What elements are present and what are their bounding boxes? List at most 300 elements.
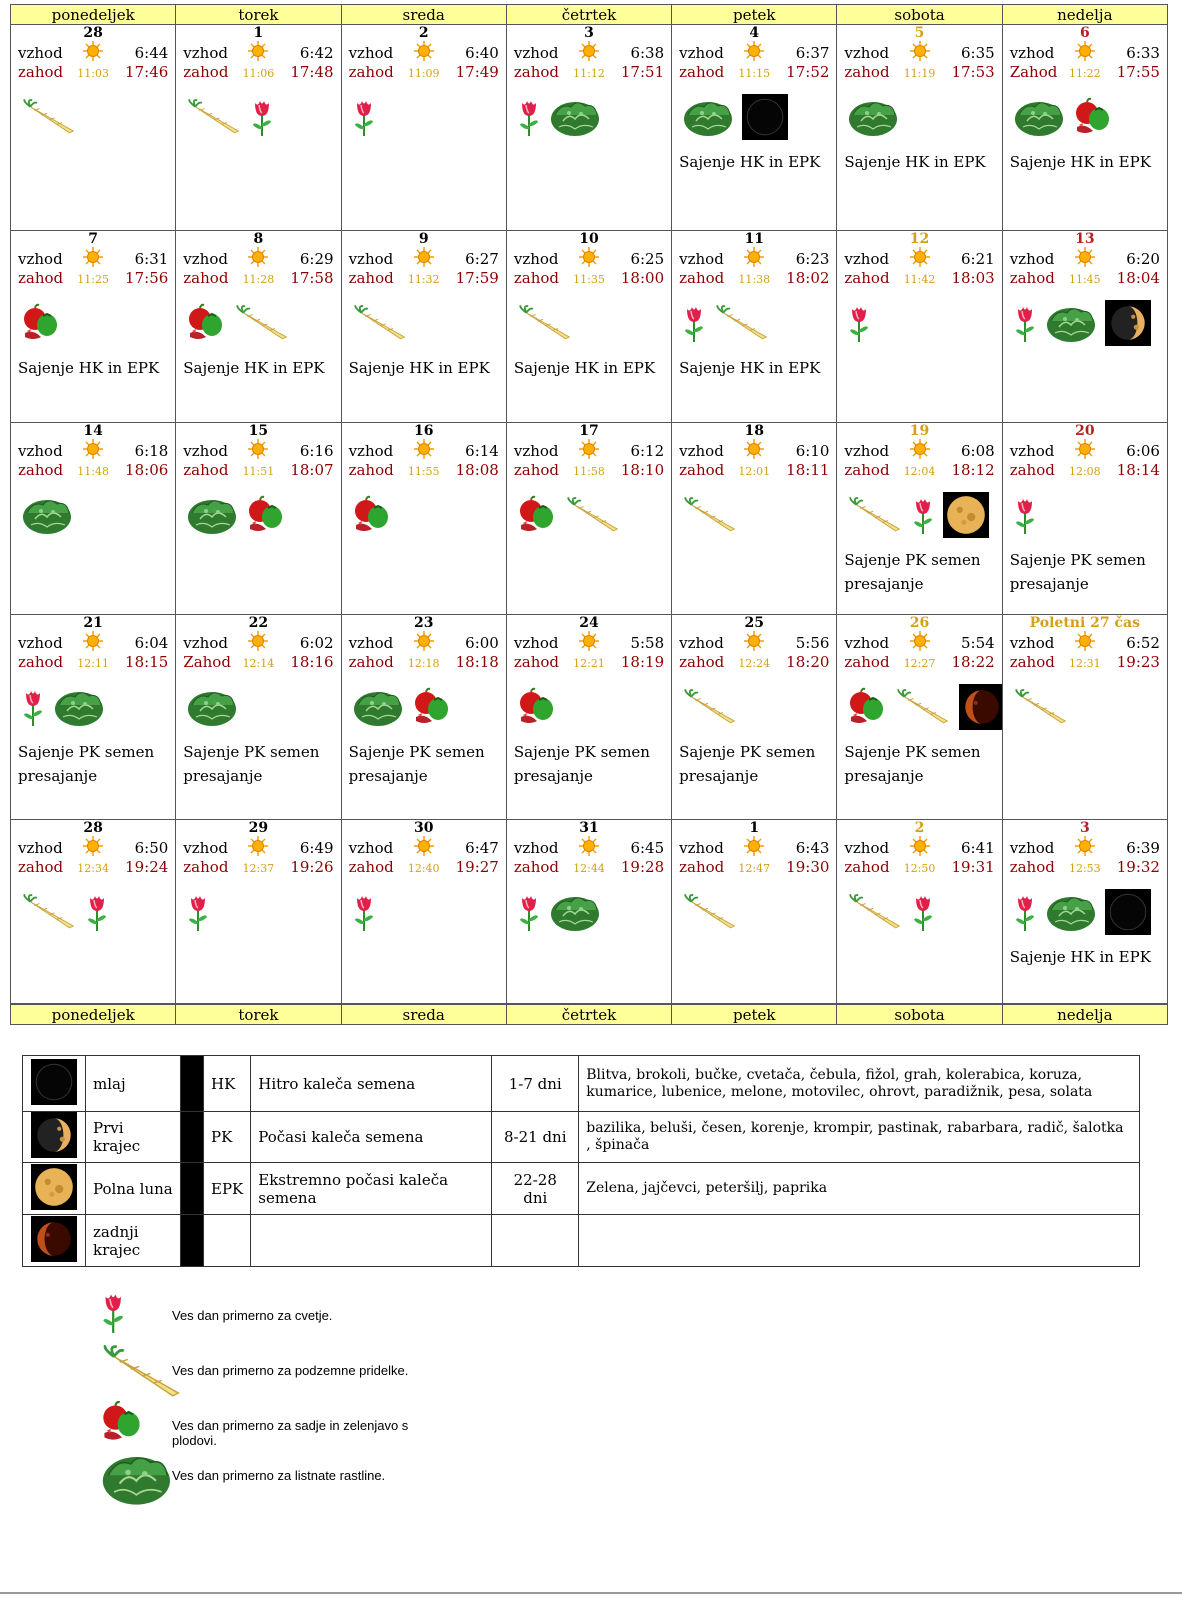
sunset-label: zahod [679,269,725,287]
sunset-label: zahod [679,653,725,671]
header-day: četrtek [506,5,671,24]
lettuce-icon [21,495,73,539]
noon-time: 11:28 [242,273,275,286]
sunset-row [342,268,506,288]
icons [837,288,1001,356]
new-moon-icon [742,94,788,144]
sunrise-label: vzhod [513,44,559,62]
sunset-row [342,460,506,480]
flower-icon [517,892,541,936]
noon-time: 11:25 [77,273,109,286]
icons [342,480,506,548]
planting-note: presajanje [348,767,428,785]
day-number: 24 [579,615,599,631]
icons [837,480,1001,548]
code: EPK [204,1163,251,1215]
header-day: sreda [341,1005,506,1024]
divider [181,1112,204,1163]
sunrise-row [11,42,175,62]
header-day: petek [671,1005,836,1024]
legend-row [23,1163,1140,1215]
day-cell[interactable] [506,820,671,1003]
sunrise-time: 6:52 [1126,634,1160,652]
flower-icon [85,892,109,936]
noon-time: 12:08 [1068,465,1101,478]
sunrise-label: vzhod [18,44,63,62]
day-cell[interactable] [341,615,506,819]
sunrise-time: 6:20 [1126,250,1160,268]
day-number: 8 [253,231,264,247]
sunset-time: 19:32 [1116,858,1160,876]
legend-row [23,1215,1140,1267]
header-bottom [10,1004,1168,1025]
day-number: 13 [1075,231,1095,247]
sunset-time: 18:16 [290,653,334,671]
sunrise-label: vzhod [844,442,890,460]
noon-time: 11:15 [738,67,771,80]
sunrise-label: vzhod [844,634,890,652]
day-cell[interactable] [341,25,506,230]
fruit-icon [412,687,452,731]
lettuce-icon [1045,892,1097,936]
day-number: 21 [83,615,103,631]
germination-days: 8-21 dni [492,1112,579,1163]
sunset-row [11,268,175,288]
carrot-icon [682,894,738,934]
first-quarter-icon [1105,300,1151,350]
day-cell[interactable] [11,423,175,614]
planting-note: presajanje [679,767,759,785]
footnote-text: Ves dan primerno za podzemne pridelke. [172,1363,409,1378]
footnote-item [100,1400,500,1447]
sunrise-row [837,632,1001,652]
sunrise-row [507,248,671,268]
icons [176,672,340,740]
flower-icon [1013,892,1037,936]
sunset-row [1003,268,1167,288]
sunrise-row [342,440,506,460]
header-day: nedelja [1002,5,1167,24]
icons [1003,877,1167,945]
noon-time: 12:21 [573,657,605,670]
lettuce-icon [1013,97,1065,141]
sunset-time: 17:52 [786,63,830,81]
lettuce-icon [549,97,601,141]
header-day: ponedeljek [51,6,135,24]
description: Ekstremno počasi kaleča semena [251,1163,492,1215]
day-number: 23 [413,615,434,631]
day-cell[interactable] [175,423,340,614]
icons [837,877,1001,945]
sunrise-label: vzhod [18,839,63,857]
sunset-label: zahod [513,858,559,876]
full-moon-icon [943,492,989,542]
day-cell[interactable] [175,820,340,1003]
sunrise-row [176,440,340,460]
new-moon-icon [1105,889,1151,939]
day-cell[interactable] [175,231,340,422]
sunrise-label: vzhod [844,44,890,62]
day-number: 10 [579,231,599,247]
header-day: torek [175,1005,340,1024]
sunset-time: 18:08 [455,461,499,479]
sunset-time: 18:04 [1116,269,1160,287]
day-cell[interactable] [506,615,671,819]
sunrise-time: 6:40 [465,44,499,62]
icons [176,82,340,150]
day-number: 2 [418,25,429,41]
header-day: sobota [836,5,1001,24]
day-cell[interactable] [506,25,671,230]
plants: bazilika, beluši, česen, korenje, krompir, pastinak, rabarbara, radič, šalotka , špinača [579,1112,1140,1163]
sunrise-row [1003,440,1167,460]
fruit-icon [246,495,286,539]
moon-phase-cell [23,1215,86,1267]
day-cell[interactable] [11,615,175,819]
fruit-icon [21,303,61,347]
planting-note: Sajenje PK semen [348,743,485,761]
sunset-row [11,857,175,877]
sunset-row [1003,460,1167,480]
planting-note: Sajenje PK semen [513,743,650,761]
sunrise-label: vzhod [18,250,63,268]
sunset-time: 18:06 [125,461,169,479]
sunset-label: zahod [348,461,394,479]
sunset-time: 17:58 [290,269,334,287]
phase-name: Polna luna [86,1163,181,1215]
sunset-label: zahod [679,63,725,81]
day-cell[interactable] [1002,423,1167,614]
day-number: 5 [914,25,925,41]
noon-time: 12:44 [573,862,605,875]
sunrise-time: 6:16 [299,442,334,460]
flower-icon [250,97,274,141]
sunrise-time: 6:25 [630,250,665,268]
sunset-time: 17:55 [1116,63,1160,81]
planting-note: presajanje [844,575,924,593]
sunset-time: 18:19 [620,653,665,671]
sunset-row [672,652,836,672]
sunset-label: zahod [679,461,725,479]
flower-icon [352,892,376,936]
planting-note: Sajenje HK in EPK [183,359,325,377]
sunrise-row [672,632,836,652]
sunset-time: 18:02 [786,269,830,287]
sunrise-label: vzhod [183,250,228,268]
day-cell[interactable] [836,820,1001,1003]
sunrise-time: 6:02 [299,634,334,652]
fruit-icon [517,495,557,539]
sunset-label: zahod [348,269,394,287]
day-number: 3 [584,25,594,41]
icons [11,672,175,740]
sunrise-row [11,248,175,268]
sunrise-row [1003,632,1167,652]
sunrise-row [837,42,1001,62]
day-cell[interactable] [671,820,836,1003]
noon-time: 12:18 [407,657,440,670]
day-cell[interactable] [671,615,836,819]
flower-icon [100,1322,126,1337]
day-number: 11 [744,231,764,247]
sunrise-label: vzhod [18,634,63,652]
day-cell[interactable] [11,820,175,1003]
sunset-row [11,652,175,672]
noon-time: 12:40 [407,862,440,875]
sunrise-label: vzhod [513,250,559,268]
sunrise-time: 6:50 [134,839,169,857]
day-cell[interactable] [11,25,175,230]
carrot-icon [682,689,738,729]
planting-note: Sajenje HK in EPK [1009,153,1151,171]
sunset-time: 17:59 [455,269,499,287]
carrot-icon [847,894,903,934]
day-cell[interactable] [836,615,1001,819]
sunset-row [176,460,340,480]
sunrise-time: 6:04 [134,634,169,652]
sunrise-time: 6:44 [134,44,169,62]
sunrise-time: 6:33 [1126,44,1160,62]
sunrise-time: 6:00 [465,634,499,652]
planting-note: Sajenje HK in EPK [513,359,656,377]
sunset-label: zahod [183,63,229,81]
week-row [10,25,1168,231]
moon-phase-icon [31,1248,77,1266]
day-cell[interactable] [11,231,175,422]
footnote-text: Ves dan primerno za cvetje. [172,1308,333,1323]
sunrise-label: vzhod [1009,634,1055,652]
day-cell[interactable] [836,423,1001,614]
day-number: 4 [749,25,760,41]
sunset-time: 19:23 [1116,653,1160,671]
day-number: 2 [914,820,925,836]
sunrise-row [507,837,671,857]
noon-time: 11:58 [573,465,605,478]
sunrise-label: vzhod [1009,250,1055,268]
day-cell[interactable] [341,231,506,422]
sunset-time: 18:14 [1116,461,1160,479]
sunset-label: zahod [18,269,64,287]
carrot-icon [186,99,242,139]
icons [176,877,340,945]
day-cell[interactable] [671,25,836,230]
day-cell[interactable] [671,231,836,422]
flower-icon [847,303,871,347]
planting-note: Sajenje HK in EPK [679,153,821,171]
sunrise-label: vzhod [348,634,394,652]
icons [342,672,506,740]
sunrise-time: 6:18 [134,442,169,460]
phase-name: Prvi krajec [86,1112,181,1163]
sunrise-label: vzhod [513,442,559,460]
planting-note: Sajenje HK in EPK [348,359,490,377]
noon-time: 12:11 [77,657,109,670]
sunrise-row [672,42,836,62]
germination-days: 22-28 dni [492,1163,579,1215]
sunset-row [672,62,836,82]
sunrise-label: vzhod [183,634,228,652]
sunset-label: zahod [513,653,559,671]
sunset-time: 17:51 [620,63,665,81]
noon-time: 11:51 [242,465,275,478]
planting-note: Sajenje PK semen [679,743,816,761]
sunrise-label: vzhod [679,442,724,460]
icons [11,288,175,356]
moon-phase-cell [23,1056,86,1112]
sunset-label: zahod [18,858,64,876]
day-cell[interactable] [506,423,671,614]
phase-name: mlaj [86,1056,181,1112]
code: PK [204,1112,251,1163]
sunrise-label: vzhod [679,634,724,652]
sunrise-label: vzhod [18,442,63,460]
sunrise-row [176,632,340,652]
fruit-icon [352,495,392,539]
sunrise-label: vzhod [348,250,394,268]
flower-icon [911,892,935,936]
sunrise-row [507,632,671,652]
last-quarter-icon [959,684,1001,734]
sunset-time: 17:49 [455,63,499,81]
day-number: 28 [83,25,103,41]
moon-phase-cell [23,1163,86,1215]
day-cell[interactable] [175,25,340,230]
code [204,1215,251,1267]
sunset-label: zahod [183,858,229,876]
day-number: 3 [1079,820,1090,836]
noon-time: 12:37 [242,862,275,875]
day-number: 7 [88,231,99,247]
lettuce-icon [100,1494,173,1509]
sunset-time: 18:03 [951,269,995,287]
moon-phase-cell [23,1112,86,1163]
sunset-row [837,652,1001,672]
lettuce-icon [847,97,899,141]
sunset-time: 18:10 [620,461,665,479]
day-cell[interactable] [836,25,1001,230]
sunset-time: 19:28 [620,858,665,876]
noon-time: 11:45 [1068,273,1101,286]
planting-note: Sajenje PK semen [18,743,155,761]
divider [181,1056,204,1112]
planting-note: Sajenje HK in EPK [18,359,160,377]
lettuce-icon [549,892,601,936]
sunrise-label: vzhod [348,442,394,460]
planting-note: presajanje [18,767,98,785]
lettuce-icon [1045,303,1097,347]
day-number: 14 [83,423,103,439]
sunset-row [507,62,671,82]
noon-time: 11:06 [242,67,275,80]
sunrise-label: vzhod [183,44,228,62]
sunset-label: zahod [844,858,890,876]
sunset-row [507,268,671,288]
day-cell[interactable] [341,423,506,614]
day-cell[interactable] [1002,820,1167,1003]
sunset-row [342,62,506,82]
sunrise-row [342,632,506,652]
day-cell[interactable] [1002,615,1167,819]
header-day: petek [671,5,836,24]
icons [672,877,836,945]
sunrise-row [837,837,1001,857]
day-cell[interactable] [1002,25,1167,230]
carrot-icon [517,305,573,345]
day-number: 17 [579,423,599,439]
carrot-icon [714,305,770,345]
sunrise-row [11,440,175,460]
noon-time: 12:53 [1068,862,1101,875]
noon-time: 11:19 [903,67,936,80]
sunset-label: zahod [18,461,64,479]
planting-note: Sajenje HK in EPK [844,153,986,171]
icons [837,82,1001,150]
sunrise-row [342,42,506,62]
day-cell[interactable] [671,423,836,614]
day-cell[interactable] [506,231,671,422]
sunset-row [176,857,340,877]
carrot-icon [895,689,951,729]
icons [672,672,836,740]
noon-time: 11:55 [407,465,440,478]
icons [507,672,671,740]
calendar [10,4,1168,1025]
day-number: 6 [1079,25,1090,41]
day-cell[interactable] [175,615,340,819]
noon-time: 11:03 [77,67,109,80]
day-cell[interactable] [341,820,506,1003]
sunset-time: 18:07 [290,461,334,479]
sunrise-row [342,248,506,268]
header-day: nedelja [1002,1005,1167,1024]
sunset-time: 18:12 [951,461,995,479]
sunrise-time: 6:08 [961,442,995,460]
flower-icon [517,97,541,141]
day-cell[interactable] [836,231,1001,422]
lettuce-icon [682,97,734,141]
lettuce-icon [186,687,238,731]
sunset-row [837,857,1001,877]
fruit-icon [847,687,887,731]
sunset-label: zahod [1009,653,1055,671]
sunrise-label: vzhod [513,839,559,857]
sunset-label: zahod [348,653,394,671]
icons [11,480,175,548]
sunset-row [11,460,175,480]
germination-days: 1-7 dni [492,1056,579,1112]
flower-icon [911,495,935,539]
planting-note: Sajenje HK in EPK [679,359,821,377]
day-number: 30 [413,820,434,836]
day-number: 25 [744,615,764,631]
sunset-label: zahod [844,653,890,671]
day-number: 9 [418,231,429,247]
sunrise-label: vzhod [679,250,724,268]
sunrise-time: 5:54 [961,634,995,652]
day-cell[interactable] [1002,231,1167,422]
week-row [10,231,1168,423]
sunset-time: 19:30 [786,858,830,876]
sunrise-row [1003,837,1167,857]
noon-time: 12:04 [903,465,936,478]
icons [11,877,175,945]
sunrise-time: 6:12 [630,442,665,460]
description: Hitro kaleča semena [251,1056,492,1112]
sunrise-time: 6:49 [299,839,334,857]
noon-time: 12:31 [1068,657,1101,670]
sunrise-time: 6:43 [795,839,830,857]
planting-note: Sajenje PK semen [1009,551,1146,569]
